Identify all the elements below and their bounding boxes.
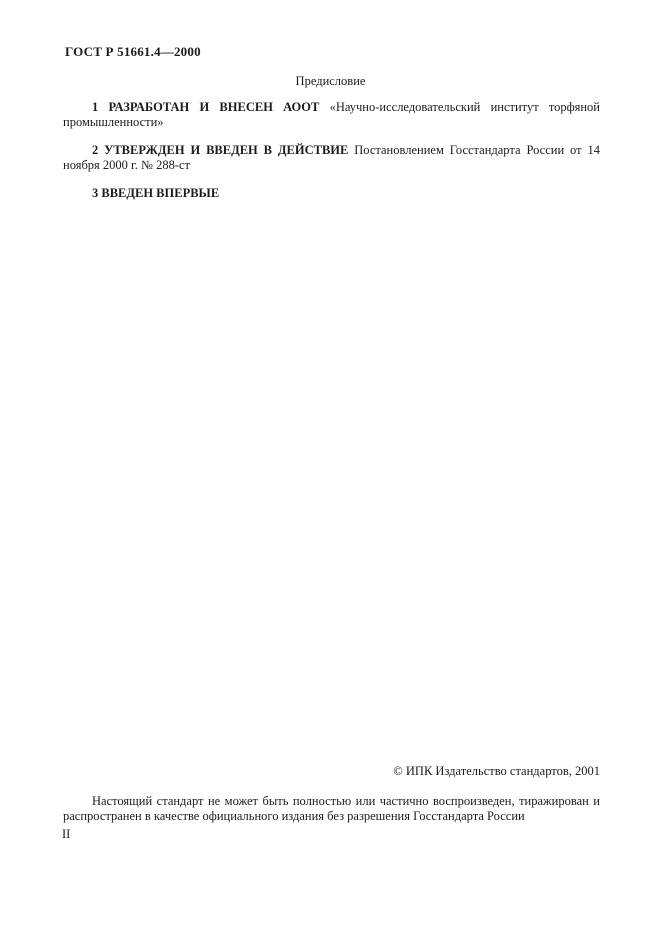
- clause-developed-lead: 1 РАЗРАБОТАН И ВНЕСЕН АООТ: [92, 100, 330, 114]
- clause-introduced-lead: 3 ВВЕДЕН ВПЕРВЫЕ: [92, 186, 220, 200]
- clause-approved: [63, 143, 600, 173]
- preface-title: Предисловие: [295, 74, 366, 88]
- page-number: II: [62, 827, 71, 841]
- clause-introduced: [63, 186, 600, 201]
- clause-developed-text: «Научно-исследовательский институт торфяной промышленности»: [63, 100, 600, 129]
- document-code: ГОСТ Р 51661.4—2000: [65, 44, 201, 59]
- copyright-line: © ИПК Издательство стандартов, 2001: [393, 764, 600, 778]
- clause-approved-lead: 2 УТВЕРЖДЕН И ВВЕДЕН В ДЕЙСТВИЕ: [92, 143, 355, 157]
- distribution-notice: Настоящий стандарт не может быть полностью или частично воспроизведен, тиражирован и распространен в качестве официального издания без разрешения Госстандарта России: [63, 794, 600, 823]
- clause-developed: [63, 100, 600, 130]
- preface-body: [63, 100, 600, 214]
- clause-approved-text: Постановлением Госстандарта России от 14 ноября 2000 г. № 288-ст: [63, 143, 600, 172]
